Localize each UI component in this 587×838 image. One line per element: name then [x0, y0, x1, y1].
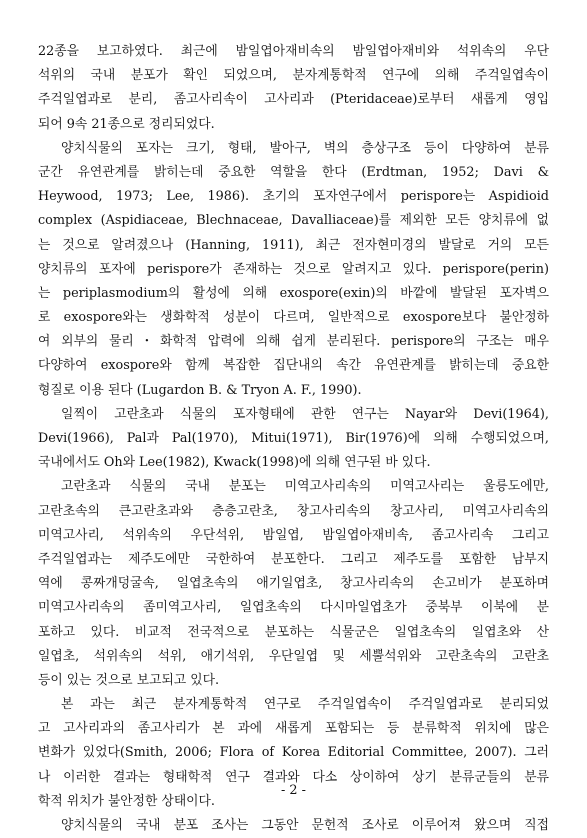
paragraph: [38, 475, 549, 693]
text-line: 변화가 있었다(Smith, 2006; Flora of Korea Editorial Committee, 2007). 그러: [38, 745, 549, 761]
text-line: 고란초과 식물의 국내 분포는 미역고사리속의 미역고사리는 울릉도에만,: [61, 479, 549, 495]
text-line: 석위의 국내 분포가 확인 되었으며, 분자계통학적 연구에 의해 주걱일엽속이: [38, 68, 549, 84]
text-line: 일찍이 고란초과 식물의 포자형태에 관한 연구는 Nayar와 Devi(1964),: [61, 406, 549, 422]
text-line: 본 과는 최근 분자계통학적 연구로 주걱일엽속이 주걱일엽과로 분리되었: [61, 697, 549, 713]
paragraph: [38, 40, 549, 137]
text-line: 양치식물의 포자는 크기, 형태, 발아구, 벽의 층상구조 등이 다양하여 분류: [61, 140, 549, 156]
text-line: 는 것으로 알려졌으나 (Hanning, 1911), 최근 전자현미경의 발달로 거의 모든: [38, 237, 549, 253]
text-line: 일엽초, 석위속의 석위, 애기석위, 우단일엽 및 세뿔석위와 고란초속의 고란초: [38, 648, 549, 664]
text-line: 고 고사리과의 좀고사리가 본 과에 새롭게 포함되는 등 분류학적 위치에 많은: [38, 721, 549, 737]
text-line: 포하고 있다. 비교적 전국적으로 분포하는 식물군은 일엽초속의 일엽초와 산: [38, 624, 549, 640]
text-line: 주걱일엽과로 분리, 좀고사리속이 고사리과 (Pteridaceae)로부터 새롭게 영입: [38, 92, 549, 108]
page-number: - 2 -: [281, 783, 306, 798]
text-line: Devi(1966), Pal과 Pal(1970), Mitui(1971), Bir(1976)에 의해 수행되었으며,: [38, 431, 549, 446]
text-line: 미역고사리속의 좀미역고사리, 일엽초속의 다시마일엽초가 중북부 이북에 분: [38, 600, 549, 616]
paragraph: [38, 403, 549, 476]
text-line: 로 exospore와는 생화학적 성분이 다르며, 일반적으로 exospore보다 불안정하: [38, 310, 549, 326]
text-line: 형질로 이용 된다 (Lugardon B. & Tryon A. F., 1990).: [38, 382, 362, 398]
text-line: 국내에서도 Oh와 Lee(1982), Kwack(1998)에 의해 연구된 바 있다.: [38, 455, 431, 471]
text-line: 는 periplasmodium의 활성에 의해 exospore(exin)의 바깥에 발달된 포자벽으: [38, 285, 549, 301]
text-line: Heywood, 1973; Lee, 1986). 초기의 포자연구에서 perispore는 Aspidioid: [38, 189, 549, 205]
text-line: 22종을 보고하였다. 최근에 밤일엽아재비속의 밤일엽아재비와 석위속의 우단: [38, 44, 549, 59]
text-line: 역에 콩짜개덩굴속, 일엽초속의 애기일엽초, 창고사리속의 손고비가 분포하며: [38, 576, 549, 592]
text-line: 학적 위치가 불안정한 상태이다.: [38, 793, 215, 809]
text-line: 되어 9속 21종으로 정리되었다.: [38, 116, 215, 132]
body-text: [38, 40, 549, 838]
text-line: 양치류의 포자에 perispore가 존재하는 것으로 알려지고 있다. perispore(perin): [38, 261, 549, 277]
text-line: 주걱일엽과는 제주도에만 국한하여 분포한다. 그리고 제주도를 포함한 남부지: [38, 551, 549, 567]
text-line: 등이 있는 것으로 보고되고 있다.: [38, 672, 220, 688]
text-line: 나 이러한 결과는 형태학적 연구 결과와 다소 상이하여 상기 분류군들의 분류: [38, 769, 549, 785]
text-line: 양치식물의 국내 분포 조사는 그동안 문헌적 조사로 이루어져 왔으며 직접: [61, 818, 549, 833]
text-line: 여 외부의 물리・화학적 압력에 의해 쉽게 분리된다. perispore의 구조는 매우: [38, 334, 549, 350]
paragraph: [38, 137, 549, 403]
paragraph: [38, 814, 549, 838]
text-line: 다양하여 exospore와 함께 복잡한 집단내의 속간 유연관계를 밝히는데 중요한: [38, 358, 549, 374]
text-line: 고란초속의 큰고란초과와 층층고란초, 창고사리속의 창고사리, 미역고사리속의: [38, 503, 549, 519]
text-line: 미역고사리, 석위속의 우단석위, 밤일엽, 밤일엽아재비속, 좀고사리속 그리고: [38, 527, 549, 543]
text-line: complex (Aspidiaceae, Blechnaceae, Davalliaceae)를 제외한 모든 양치류에 없: [38, 213, 549, 229]
text-line: 군간 유연관계를 밝히는데 중요한 역할을 한다 (Erdtman, 1952; Davi &: [38, 164, 549, 180]
